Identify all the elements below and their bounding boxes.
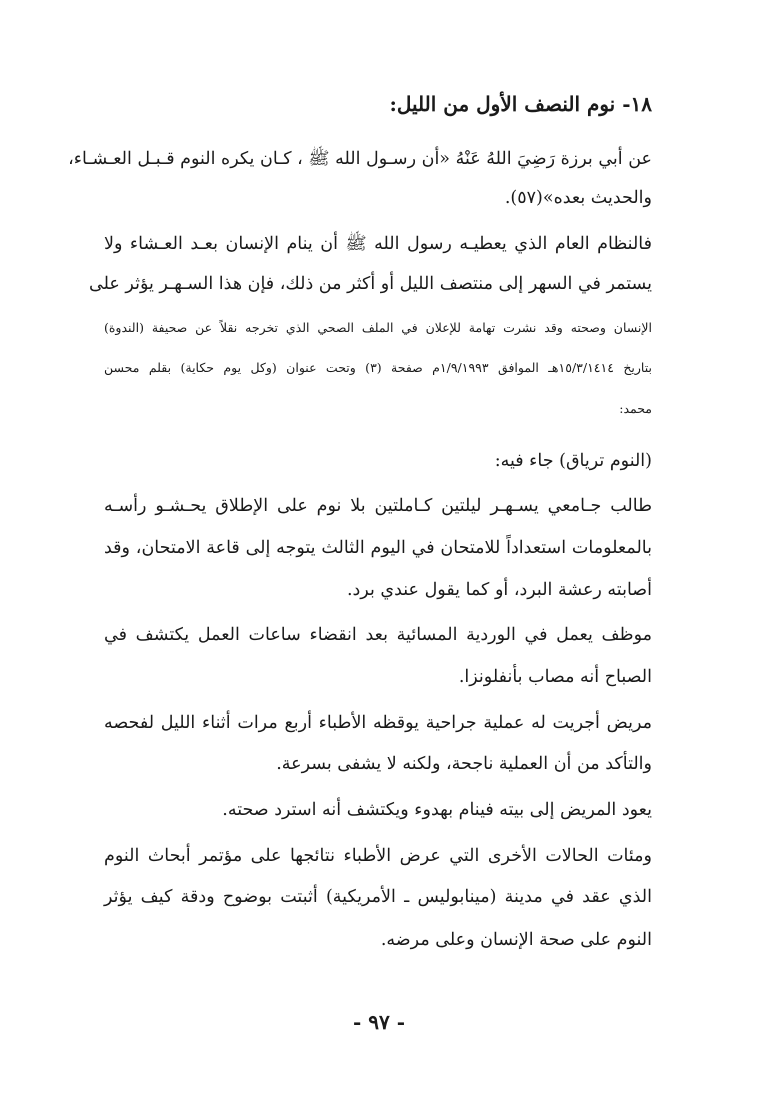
text-line-3: فالنظام العام الذي يعطيـه رسول الله ﷺ أن ينام الإنسان بعـد العـشاء ولا — [104, 234, 652, 254]
text-line-18: الذي عقد في مدينة (مينابوليس ـ الأمريكية) أثبتت بوضوح ودقة كيف يؤثر — [104, 887, 652, 907]
text-line-6: بتاريخ ١٥/٣/١٤١٤هـ الموافق ١/٩/١٩٩٣م صفحة (٣) وتحت عنوان (وكل يوم حكاية) بقلم محسن — [104, 360, 652, 375]
page-number: - ٩٧ - — [352, 1010, 405, 1034]
text-line-19: النوم على صحة الإنسان وعلى مرضه. — [380, 930, 652, 950]
text-line-7: محمد: — [619, 401, 652, 416]
text-line-4: يستمر في السهر إلى منتصف الليل أو أكثر من ذلك، فإن هذا السـهـر يؤثر على — [89, 274, 652, 294]
text-line-11: أصابته رعشة البرد، أو كما يقول عندي برد. — [346, 580, 652, 600]
section-heading: ١٨- نوم النصف الأول من الليل: — [389, 92, 652, 116]
text-line-8: (النوم ترياق) جاء فيه: — [494, 451, 652, 471]
text-line-14: مريض أجريت له عملية جراحية يوقظه الأطباء أربع مرات أثناء الليل لفحصه — [104, 713, 652, 733]
text-line-10: بالمعلومات استعداداً للامتحان في اليوم الثالث يتوجه إلى قاعة الامتحان، وقد — [104, 538, 652, 558]
text-line-1: عن أبي برزة رَضِيَ اللهُ عَنْهُ «أن رسـول الله ﷺ ، كـان يكره النوم قـبـل العـشـاء، — [68, 149, 652, 169]
text-line-16: يعود المريض إلى بيته فينام بهدوء ويكتشف أنه استرد صحته. — [222, 800, 652, 820]
text-line-15: والتأكد من أن العملية ناجحة، ولكنه لا يشفى بسرعة. — [276, 754, 652, 774]
text-line-13: الصباح أنه مصاب بأنفلونزا. — [458, 667, 652, 687]
text-line-12: موظف يعمل في الوردية المسائية بعد انقضاء ساعات العمل يكتشف في — [104, 625, 652, 645]
text-line-5: الإنسان وصحته وقد نشرت تهامة للإعلان في الملف الصحي الذي تخرجه نقلاً عن صحيفة (الندوة) — [104, 320, 652, 335]
text-line-2: والحديث بعده»(٥٧). — [504, 188, 652, 208]
text-line-9: طالب جـامعي يسـهـر ليلتين كـاملتين بلا نوم على الإطلاق يحـشـو رأسـه — [104, 496, 652, 516]
text-line-17: ومئات الحالات الأخرى التي عرض الأطباء نتائجها على مؤتمر أبحاث النوم — [104, 846, 652, 866]
